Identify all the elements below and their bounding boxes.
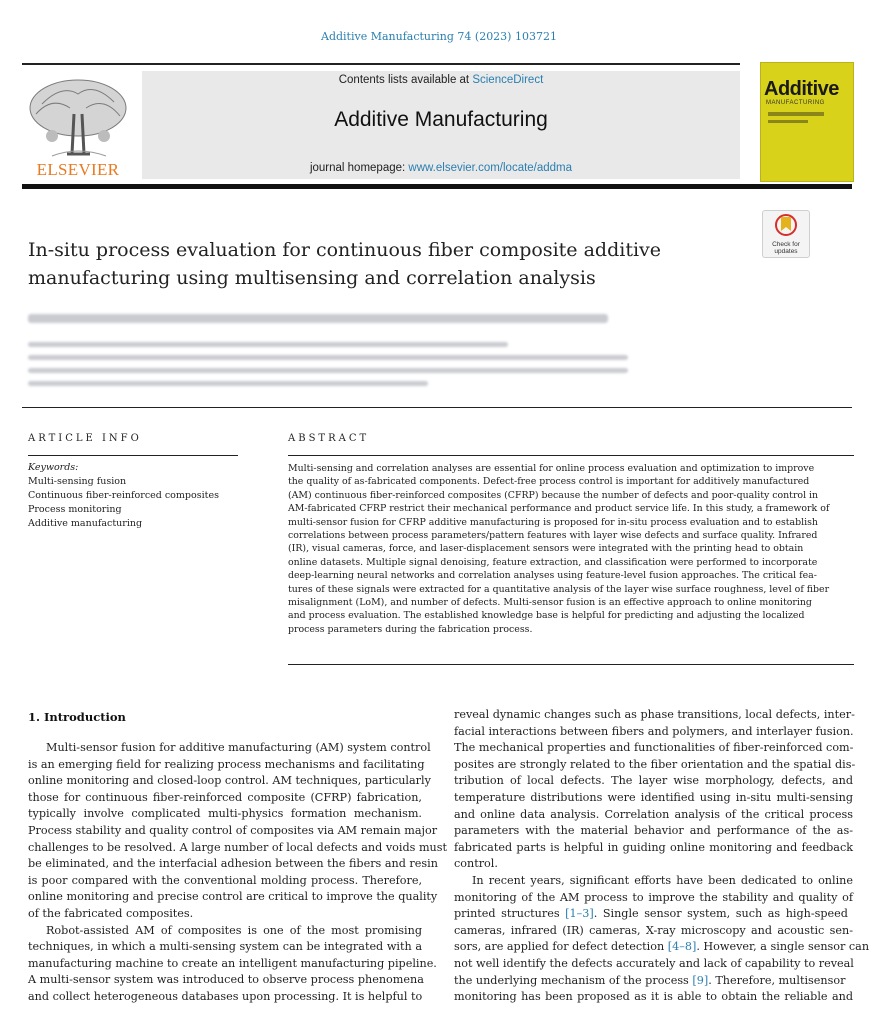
body-line: In recent years, significant efforts have been dedicated to online xyxy=(472,873,853,887)
abstract-line: and process evaluation. The established knowledge base is helpful for predicting and adjusting the localized xyxy=(288,610,805,622)
body-line: fabricated parts is helpful in guiding online monitoring and feedback xyxy=(454,840,853,854)
affiliation-redacted xyxy=(28,381,428,386)
body-line: typically involve complicated multi-physics formation mechanism. xyxy=(28,807,422,821)
cover-decoration xyxy=(768,112,824,116)
keywords-label: Keywords: xyxy=(28,462,79,473)
abstract-line: AM-fabricated CFRP restrict their mechanical performance and product service life. In this study, a framework of xyxy=(288,503,830,515)
body-line: tribution of local defects. The layer wise morphology, defects, and xyxy=(454,774,853,788)
sciencedirect-link[interactable]: ScienceDirect xyxy=(472,74,544,86)
header-top-rule xyxy=(22,63,740,65)
introduction-heading: 1. Introduction xyxy=(28,710,126,724)
badge-line-1: Check for xyxy=(772,241,800,248)
abstract-line: misalignment (LoM), and number of defects. Multi-sensor fusion is an effective approach to online monitoring xyxy=(288,597,812,609)
body-text: printed structures xyxy=(454,907,560,921)
publisher-logo-text: ELSEVIER xyxy=(36,160,120,179)
abstract-line: deep-learning neural networks and correlation analyses using feature-level fusion approaches. The critical fea- xyxy=(288,570,817,582)
abstract-line: online datasets. Multiple signal denoising, feature extraction, and classification were performed to incorporate xyxy=(288,556,818,568)
body-line: online monitoring and precise control are critical to improve the quality xyxy=(28,890,438,904)
section-divider xyxy=(22,407,852,408)
journal-title: Additive Manufacturing xyxy=(334,108,548,131)
affiliation-redacted xyxy=(28,342,508,347)
bookmark-icon xyxy=(763,211,809,237)
body-text: sors, are applied for defect detection xyxy=(454,940,665,954)
homepage-line xyxy=(142,162,740,174)
body-line: is poor compared with the conventional molding process. Therefore, xyxy=(28,873,422,887)
body-line: be eliminated, and the interfacial adhesion between the fibers and resin xyxy=(28,857,438,871)
body-line: cameras, infrared (IR) cameras, X-ray microscopy and acoustic sen- xyxy=(454,923,853,937)
cover-subtitle: MANUFACTURING xyxy=(766,100,825,106)
affiliation-redacted xyxy=(28,355,628,360)
body-line: Multi-sensor fusion for additive manufacturing (AM) system control xyxy=(46,741,431,754)
homepage-prefix: journal homepage: xyxy=(309,162,406,174)
article-info-rule xyxy=(28,455,238,456)
body-text: the underlying mechanism of the process xyxy=(454,973,689,987)
abstract-line: correlations between process parameters/pattern features with layer wise defects and surface quality. Infrared xyxy=(288,530,818,542)
citation-link[interactable]: [1–3] xyxy=(565,907,594,921)
body-line: monitoring has been proposed as it is able to obtain the reliable and xyxy=(454,990,853,1004)
citation-link[interactable]: [4–8] xyxy=(667,940,697,954)
abstract-line: the quality of as-fabricated components. Defect-free process control is important for additively manufactured xyxy=(288,476,810,488)
body-line: monitoring of the AM process to improve the stability and quality of xyxy=(454,890,853,904)
body-line: facial interactions between fibers and polymers, and interlayer fusion. xyxy=(454,724,854,738)
keyword-item: Additive manufacturing xyxy=(28,518,143,529)
homepage-link[interactable]: www.elsevier.com/locate/addma xyxy=(408,162,573,174)
keyword-item: Continuous fiber-reinforced composites xyxy=(28,490,219,501)
check-for-updates-badge[interactable] xyxy=(762,210,810,258)
body-line: posites are strongly related to the fiber orientation and the spatial dis- xyxy=(454,757,856,771)
body-line: reveal dynamic changes such as phase transitions, local defects, inter- xyxy=(454,708,855,721)
body-line: techniques, in which a multi-sensing system can be integrated with a xyxy=(28,940,422,954)
intro-left-column xyxy=(28,740,447,1006)
authors-redacted xyxy=(28,314,608,323)
intro-right-column xyxy=(454,707,870,1006)
body-line-with-citation xyxy=(454,939,870,956)
abstract-rule xyxy=(288,455,854,456)
body-line: Robot-assisted AM of composites is one of the most promising xyxy=(46,923,422,937)
header-bottom-rule xyxy=(22,184,852,189)
abstract-heading: ABSTRACT xyxy=(288,433,370,444)
body-line-with-citation xyxy=(454,906,853,923)
body-text: . However, a single sensor can xyxy=(696,940,870,954)
body-line: manufacturing machine to create an intelligent manufacturing pipeline. xyxy=(28,956,437,970)
keyword-item: Process monitoring xyxy=(28,504,122,515)
contents-line xyxy=(142,74,740,86)
cover-decoration xyxy=(768,120,808,123)
body-line: and online data analysis. Correlation analysis of the critical process xyxy=(454,807,853,821)
body-text: . Single sensor system, such as high-speed xyxy=(593,907,848,921)
abstract-bottom-rule xyxy=(288,664,854,665)
paper-title-line-2: manufacturing using multisensing and correlation analysis xyxy=(28,267,596,289)
contents-prefix: Contents lists available at xyxy=(338,74,470,86)
article-info-heading: ARTICLE INFO xyxy=(28,433,142,444)
abstract-line: (AM) continuous fiber-reinforced composites (CFRP) because the number of defects and poor-quality control in xyxy=(288,489,819,501)
paper-title xyxy=(28,236,728,292)
badge-line-2: updates xyxy=(774,248,798,255)
body-line: and collect heterogeneous databases upon processing. It is helpful to xyxy=(28,989,423,1003)
affiliation-redacted xyxy=(28,368,628,373)
abstract-line: (IR), visual cameras, force, and laser-displacement sensors were integrated with the printing head to obtain xyxy=(288,543,804,555)
abstract-line: multi-sensor fusion for CFRP additive manufacturing is proposed for in-situ process evaluation and to establish xyxy=(288,516,818,528)
body-line: Process stability and quality control of composites via AM remain major xyxy=(28,823,438,837)
body-line: not well identify the defects accurately and lack of capability to reveal xyxy=(454,956,854,970)
abstract-line: Multi-sensing and correlation analyses are essential for online process evaluation and optimization to improve xyxy=(288,463,815,474)
body-line: those for continuous fiber-reinforced composite (CFRP) fabrication, xyxy=(28,790,422,804)
paper-title-line-1: In-situ process evaluation for continuous fiber composite additive xyxy=(28,239,662,261)
body-line: parameters with the material behavior and performance of the as- xyxy=(454,824,853,838)
body-line: control. xyxy=(454,857,498,871)
abstract-body xyxy=(288,462,854,636)
body-line: challenges to be resolved. A large number of local defects and voids must xyxy=(28,840,447,854)
body-line: is an emerging field for realizing process mechanisms and facilitating xyxy=(28,757,425,771)
body-line: A multi-sensor system was introduced to observe process phenomena xyxy=(28,973,424,987)
citation-link[interactable]: [9] xyxy=(692,973,709,987)
body-line: online monitoring and closed-loop control. AM techniques, particularly xyxy=(28,774,431,788)
body-line-with-citation xyxy=(454,973,853,990)
abstract-line: tures of these signals were extracted for a quantitative analysis of the layer wise surface roughness, level of fiber xyxy=(288,583,830,595)
journal-citation[interactable]: Additive Manufacturing 74 (2023) 103721 xyxy=(321,30,557,43)
cover-title: Additive xyxy=(764,78,839,100)
body-text: . Therefore, multisensor xyxy=(708,973,846,987)
body-line: of the fabricated composites. xyxy=(28,906,194,920)
abstract-line: process parameters during the fabrication process. xyxy=(288,623,533,635)
body-line: temperature distributions were identified using in-situ multi-sensing xyxy=(454,790,853,804)
body-line: The mechanical properties and functionalities of fiber-reinforced com- xyxy=(454,741,854,755)
keyword-item: Multi-sensing fusion xyxy=(28,476,127,487)
